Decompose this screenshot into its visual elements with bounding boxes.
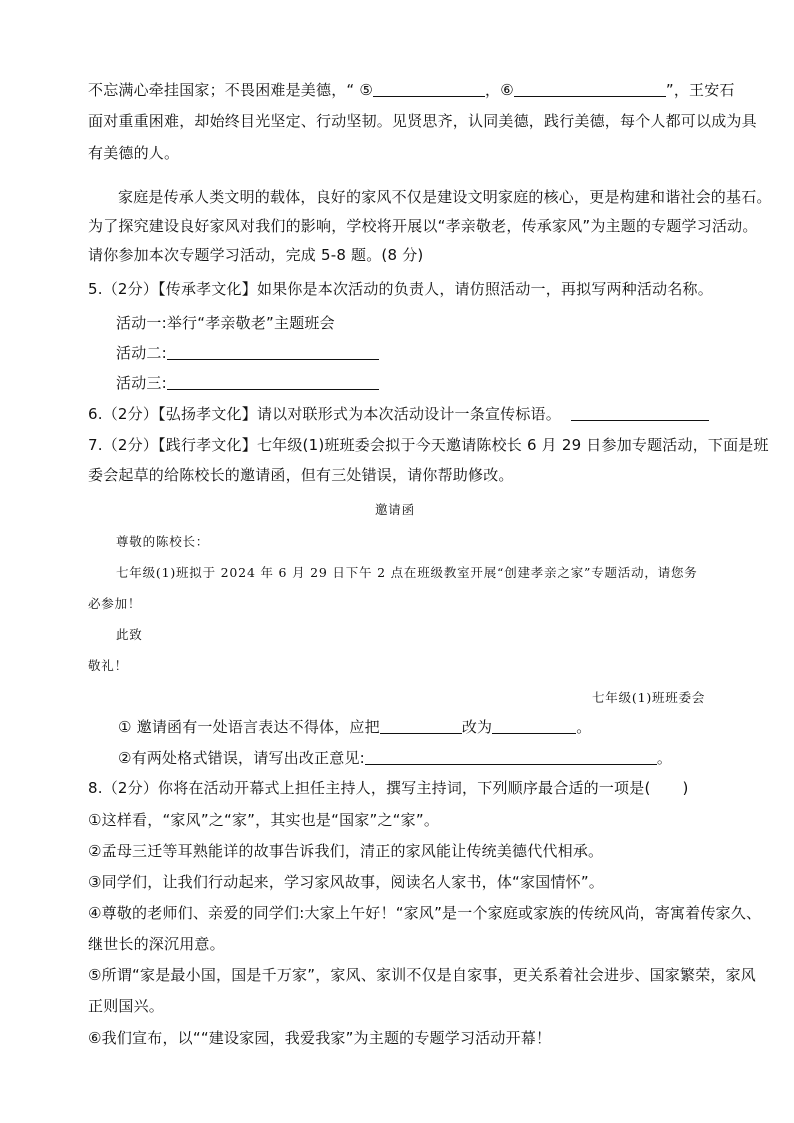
intro-line-1-text-a: 不忘满心牵挂国家；不畏困难是美德，“ ⑤ [88,81,373,99]
passage-line-2: 为了探究建设良好家风对我们的影响，学校将开展以“孝亲敬老，传承家风”为主题的专题学习活动。 [88,217,758,235]
q7-stem-2: 委会起草的给陈校长的邀请函，但有三处错误，请你帮助修改。 [88,466,514,484]
q6-answer-blank[interactable] [571,406,709,421]
answer-blank-5[interactable] [373,82,485,97]
q5-activity-2 [116,343,379,363]
q8-option-5-line-1: ⑤所谓“家是最小国，国是千万家”，家风、家训不仅是自家事，更关系着社会进步、国家繁荣，家风 [88,966,756,984]
q8-option-1: ①这样看，“家风”之“家”，其实也是“国家”之“家”。 [88,811,440,829]
q8-stem [88,778,689,798]
q8-stem-text: 8.（2分）你将在活动开幕式上担任主持人，撰写主持词，下列顺序最合适的一项是( [88,779,651,797]
q6-stem-text: 6.（2分）【弘扬孝文化】请以对联形式为本次活动设计一条宣传标语。 [88,405,561,423]
q6-stem [88,404,709,424]
letter-greeting: 尊敬的陈校长： [116,534,210,549]
q5-activity-1: 活动一:举行“孝亲敬老”主题班会 [116,314,335,332]
q5-activity-3-label: 活动三: [116,374,167,392]
q5-activity-2-label: 活动二: [116,344,167,362]
q8-option-5-line-2: 正则国兴。 [88,997,165,1015]
q7-sub-1-blank-revised[interactable] [492,719,576,734]
intro-line-1-text-b: ，⑥ [485,81,514,99]
passage-line-1: 家庭是传承人类文明的载体，良好的家风不仅是建设文明家庭的核心，更是构建和谐社会的基石。 [118,188,772,206]
q7-sub-2-text-b: 。 [656,749,673,767]
q8-option-2: ②孟母三迁等耳熟能详的故事告诉我们，清正的家风能让传统美德代代相承。 [88,842,604,860]
q7-sub-2 [118,748,672,768]
q5-activity-3-blank[interactable] [167,375,379,390]
intro-line-2: 面对重重困难，却始终目光坚定、行动坚韧。见贤思齐，认同美德，践行美德，每个人都可以成为具 [88,112,757,130]
q7-sub-2-blank[interactable] [365,750,657,765]
intro-line-3: 有美德的人。 [88,144,180,162]
passage-line-3: 请你参加本次专题学习活动，完成 5-8 题。(8 分) [88,246,424,264]
letter-signature: 七年级(1)班班委会 [592,690,706,705]
intro-line-1-text-c: ”，王安石 [665,81,735,99]
q7-sub-1-blank-original[interactable] [380,719,462,734]
letter-closing-1: 此致 [116,627,143,642]
q7-sub-1-text-a: ① 邀请函有一处语言表达不得体，应把 [118,718,380,736]
q5-activity-3 [116,373,379,393]
q7-sub-2-text-a: ②有两处格式错误，请写出改正意见: [118,749,365,767]
q7-stem-1: 7.（2分）【践行孝文化】七年级(1)班班委会拟于今天邀请陈校长 6 月 29 日参加专题活动，下面是班 [88,436,769,454]
intro-line-1 [88,80,735,100]
q8-option-6: ⑥我们宣布，以““建设家园，我爱我家”为主题的专题学习活动开幕！ [88,1029,552,1047]
q7-sub-1-text-b: 改为 [461,718,493,736]
q8-stem-close: ) [682,779,689,797]
letter-body-1: 七年级(1)班拟于 2024 年 6 月 29 日下午 2 点在班级教室开展“创建孝亲之家”专题活动，请您务 [116,565,698,580]
letter-closing-2: 敬礼！ [88,658,128,673]
q8-option-4-line-1: ④尊敬的老师们、亲爱的同学们:大家上午好！“家风”是一个家庭或家族的传统风尚，寄寓着传家久、 [88,904,762,922]
letter-title: 邀请函 [375,502,415,517]
q7-sub-1-text-c: 。 [576,718,592,736]
q5-stem: 5.（2分）【传承孝文化】如果你是本次活动的负责人，请仿照活动一，再拟写两种活动名称。 [88,280,713,298]
answer-blank-6[interactable] [514,82,666,97]
q8-option-3: ③同学们，让我们行动起来，学习家风故事，阅读名人家书，体“家国情怀”。 [88,873,604,891]
letter-body-2: 必参加！ [88,596,142,611]
q5-activity-2-blank[interactable] [167,345,379,360]
q7-sub-1 [118,717,591,737]
q8-option-4-line-2: 继世长的深沉用意。 [88,935,225,953]
